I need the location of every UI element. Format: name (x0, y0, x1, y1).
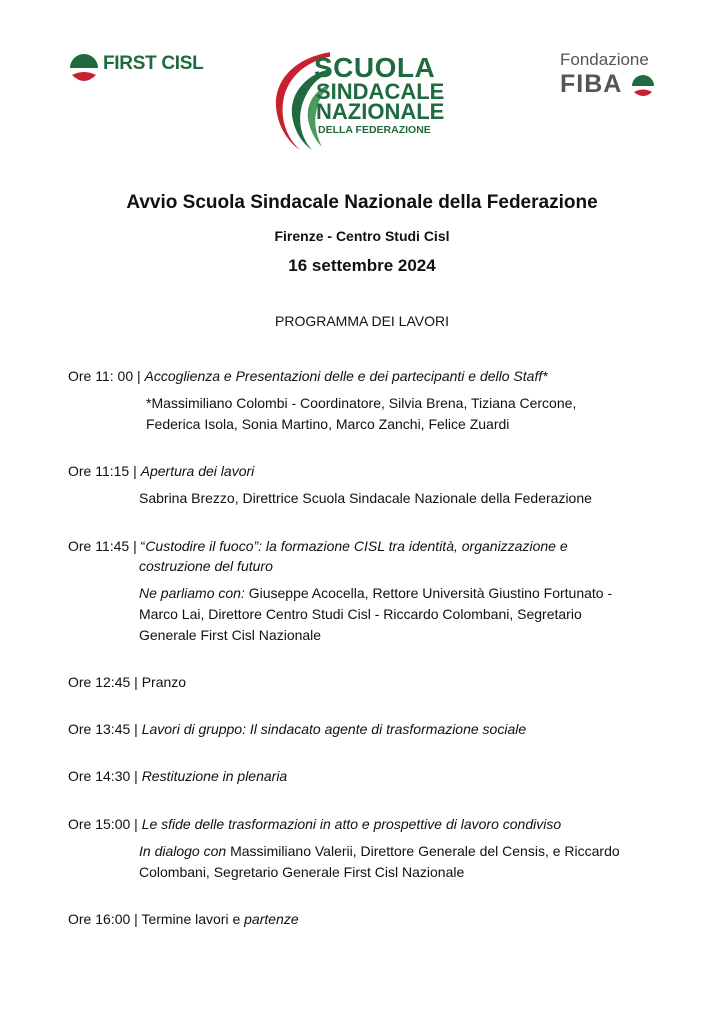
schedule-detail-prefix: In dialogo con (139, 843, 231, 859)
schedule-time: Ore 14:30 | (68, 768, 142, 784)
schedule-time: Ore 12:45 | (68, 674, 142, 690)
schedule-time: Ore 13:45 | (68, 721, 142, 737)
schedule-item (68, 536, 568, 556)
schedule-title: Lavori di gruppo: Il sindacato agente di trasformazione sociale (141, 721, 527, 737)
fondazione-fiba-logo (560, 50, 670, 100)
schedule-item (68, 766, 287, 786)
first-cisl-logo-text: FIRST CISL (103, 53, 204, 74)
schedule-detail-line: Marco Lai, Direttore Centro Studi Cisl - Riccardo Colombani, Segretario (139, 606, 582, 622)
scuola-logo-text (314, 52, 445, 137)
schedule-item (68, 366, 548, 386)
event-date: 16 settembre 2024 (288, 256, 436, 275)
schedule-detail-line: Generale First Cisl Nazionale (139, 627, 322, 643)
schedule-title-continued: costruzione del futuro (139, 558, 273, 574)
schedule-detail-line: *Massimiliano Colombi - Coordinatore, Silvia Brena, Tiziana Cercone, (146, 395, 577, 411)
schedule-title: Pranzo (141, 674, 187, 690)
scuola-logo-line-1: SCUOLA (314, 52, 436, 83)
schedule-time: Ore 11: 00 | (68, 368, 145, 384)
schedule-item (68, 909, 299, 929)
schedule-time: Ore 15:00 | (68, 816, 142, 832)
schedule-item (68, 672, 186, 692)
schedule-title: Custodire il fuoco”: la formazione CISL tra identità, organizzazione e (145, 538, 568, 554)
schedule-item (68, 461, 254, 481)
scuola-logo-line-2: SINDACALE (316, 78, 445, 104)
schedule-detail-line: Sabrina Brezzo, Direttrice Scuola Sindacale Nazionale della Federazione (139, 490, 592, 506)
fiba-text: FIBA (560, 70, 623, 98)
schedule-title: Restituzione in plenaria (141, 768, 288, 784)
schedule-title: partenze (244, 911, 299, 927)
schedule-item (68, 814, 561, 834)
schedule-detail (139, 841, 620, 883)
schedule-detail-line: Federica Isola, Sonia Martino, Marco Zanchi, Felice Zuardi (146, 416, 510, 432)
first-cisl-emblem-icon (68, 50, 100, 82)
schedule-detail-line: Colombani, Segretario Generale First Cisl Nazionale (139, 864, 465, 880)
schedule-time: Ore 16:00 | (68, 911, 142, 927)
schedule-time: Ore 11:45 | (68, 538, 141, 554)
schedule-title-plain: Termine lavori e (141, 911, 245, 927)
scuola-logo-line-4: DELLA FEDERAZIONE (318, 124, 431, 137)
schedule-time: Ore 11:15 | (68, 463, 141, 479)
schedule-detail-line: Massimiliano Valerii, Direttore Generale del Censis, e Riccardo (230, 843, 620, 859)
schedule-title: Apertura dei lavori (140, 463, 255, 479)
program-heading: PROGRAMMA DEI LAVORI (275, 313, 449, 329)
schedule-detail (146, 393, 576, 435)
scuola-logo-line-3: NAZIONALE (316, 99, 445, 125)
schedule-title: Accoglienza e Presentazioni delle e dei partecipanti e dello Staff* (144, 368, 548, 384)
schedule-detail (139, 583, 612, 646)
first-cisl-logo (68, 48, 213, 84)
scuola-sindacale-logo (270, 47, 455, 152)
schedule-title-quote: “ (140, 538, 146, 554)
schedule-detail-line: Giuseppe Acocella, Rettore Università Giustino Fortunato - (248, 585, 613, 601)
fondazione-text: Fondazione (560, 50, 649, 69)
fiba-emblem-icon (631, 73, 655, 97)
schedule-item (68, 719, 526, 739)
schedule-title: Le sfide delle trasformazioni in atto e prospettive di lavoro condiviso (141, 816, 562, 832)
page-title: Avvio Scuola Sindacale Nazionale della Federazione (126, 192, 598, 213)
event-location: Firenze - Centro Studi Cisl (274, 228, 450, 244)
schedule-detail (139, 488, 592, 509)
schedule-detail-prefix: Ne parliamo con: (139, 585, 249, 601)
